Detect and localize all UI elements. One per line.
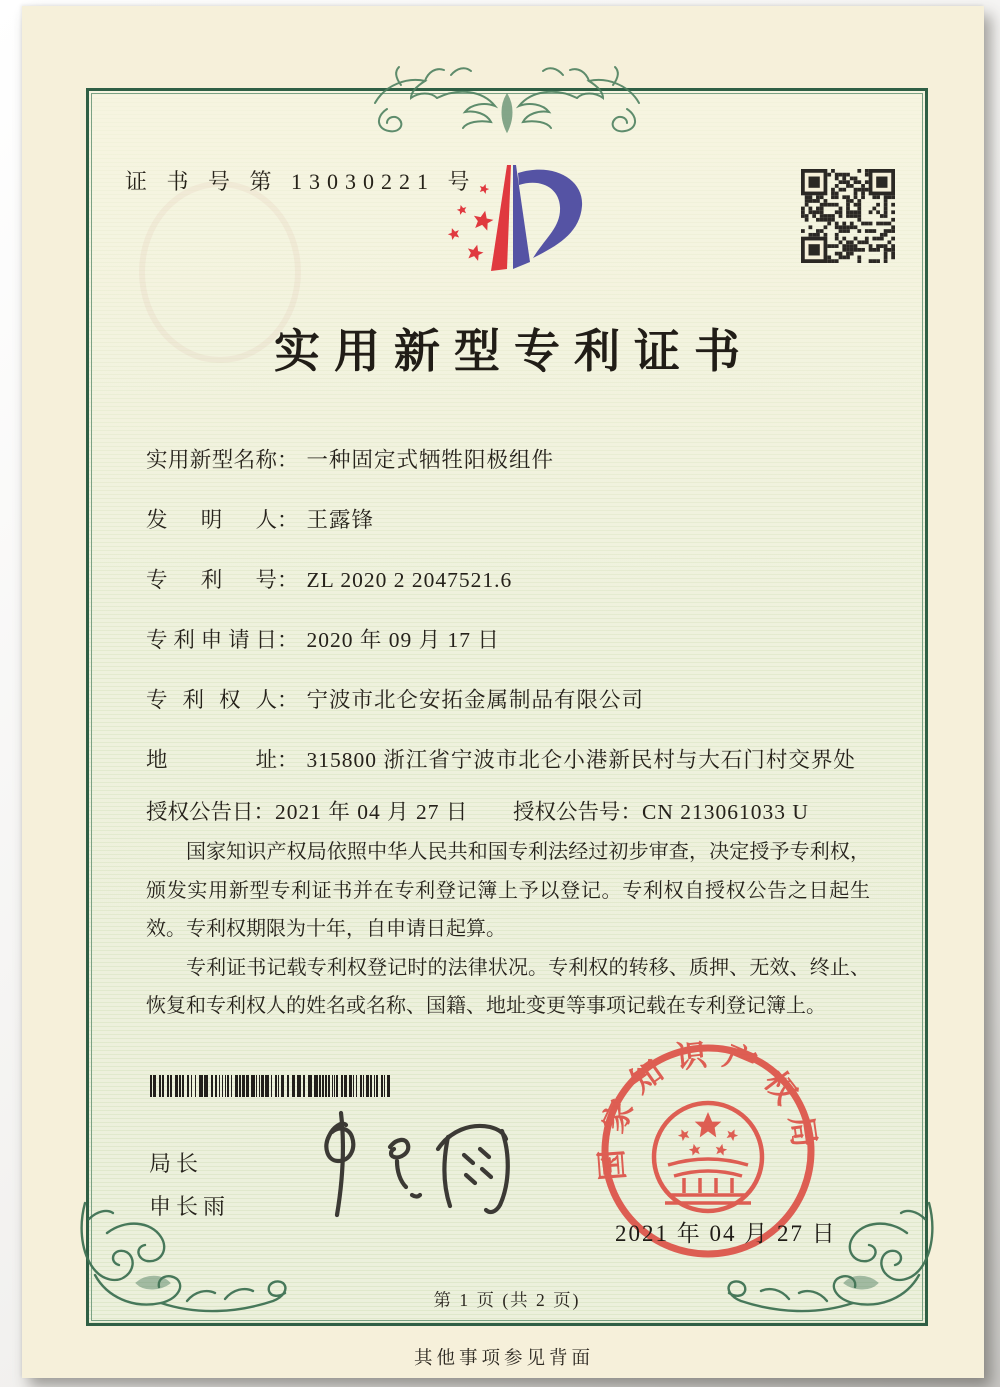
- seal-date: 2021 年 04 月 27 日: [615, 1221, 837, 1246]
- legal-paragraph: 国家知识产权局依照中华人民共和国专利法经过初步审查，决定授予专利权，颁发实用新型专利证书并在专利登记簿上予以登记。专利权自授权公告之日起生效。专利权期限为十年，自申请日起算。: [146, 841, 870, 940]
- field-colon: ：: [277, 448, 299, 472]
- certificate-number: 证 书 号 第 13030221 号: [125, 169, 477, 194]
- director-title: 局长: [149, 1151, 204, 1176]
- field-colon: ：: [277, 568, 299, 592]
- qr-code: [801, 169, 895, 263]
- field-row-filing-date: [146, 623, 500, 654]
- field-row-address: [146, 743, 856, 774]
- field-row-inventor: [146, 503, 374, 534]
- field-label: 发明人: [146, 508, 277, 532]
- field-value: 2020 年 09 月 17 日: [306, 628, 500, 652]
- field-value: 宁波市北仑安拓金属制品有限公司: [306, 688, 645, 712]
- grant-no-label: 授权公告号: [513, 800, 621, 824]
- field-value: 315800 浙江省宁波市北仑小港新民村与大石门村交界处: [306, 748, 856, 772]
- field-label: 专利申请日: [146, 628, 277, 652]
- field-colon: ：: [277, 628, 299, 652]
- dragon-ornament-icon: [365, 63, 649, 139]
- director-signature: [294, 1109, 529, 1224]
- field-value: ZL 2020 2 2047521.6: [306, 568, 513, 592]
- flourish-bottom-left-icon: [75, 1199, 320, 1324]
- field-value: 一种固定式牺牲阳极组件: [306, 448, 555, 472]
- field-label: 专利号: [146, 568, 277, 592]
- barcode: [148, 1075, 395, 1097]
- field-row-name: [146, 443, 554, 474]
- back-note: 其他事项参见背面: [413, 1349, 594, 1369]
- field-colon: ：: [277, 508, 299, 532]
- certificate-frame: [86, 88, 928, 1326]
- grant-no-colon: ：: [620, 800, 643, 824]
- field-label: 实用新型名称: [146, 448, 277, 472]
- page-number: 第 1 页 (共 2 页): [433, 1290, 581, 1310]
- grant-date-label: 授权公告日: [146, 800, 254, 824]
- grant-date-colon: ：: [253, 800, 276, 824]
- field-colon: ：: [277, 688, 299, 712]
- seal-arc-text: 国家知识产权局: [592, 1035, 824, 1182]
- page-title: 实用新型专利证书: [274, 326, 754, 377]
- cnipa-logo-icon: [445, 161, 588, 281]
- field-row-patent-no: [146, 563, 512, 594]
- field-row-patentee: [146, 683, 644, 714]
- certificate-paper: [22, 6, 984, 1378]
- grant-date-value: 2021 年 04 月 27 日: [275, 800, 469, 824]
- grant-no-value: CN 213061033 U: [642, 800, 809, 824]
- field-value: 王露锋: [306, 508, 375, 532]
- field-colon: ：: [277, 748, 299, 772]
- director-name: 申长雨: [149, 1194, 231, 1219]
- grant-row: [146, 795, 809, 826]
- legal-paragraphs: [146, 833, 870, 1026]
- field-label: 地址: [146, 748, 277, 772]
- field-label: 专利权人: [146, 688, 277, 712]
- grant-no-group: [513, 795, 809, 826]
- legal-paragraph: 专利证书记载专利权登记时的法律状况。专利权的转移、质押、无效、终止、恢复和专利权人的姓名或名称、国籍、地址变更等事项记载在专利登记簿上。: [146, 956, 870, 1017]
